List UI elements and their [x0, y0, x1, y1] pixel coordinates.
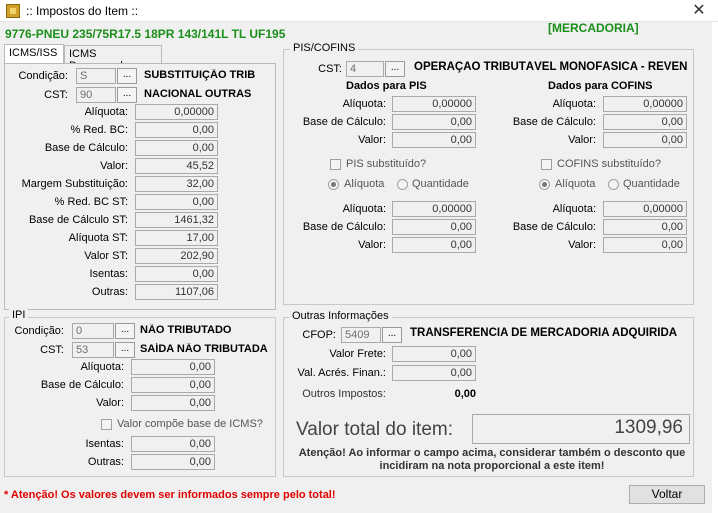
- ipi-row-label-2: Valor:: [96, 397, 124, 409]
- cfop-label: CFOP:: [302, 329, 336, 341]
- cofins-substituido-checkbox[interactable]: [541, 159, 552, 170]
- cofins-quantidade-radio[interactable]: [608, 179, 619, 190]
- ipi-isentas-field[interactable]: 0,00: [131, 436, 215, 452]
- ipi-condicao-code[interactable]: 0: [72, 323, 114, 339]
- acres-field[interactable]: 0,00: [392, 365, 476, 381]
- icms-cst-lookup-button[interactable]: ...: [117, 87, 137, 103]
- cofins-st-row-label-0: Alíquota:: [552, 203, 596, 215]
- cofins-row-field-1[interactable]: 0,00: [603, 114, 687, 130]
- valor-total-label: Valor total do item:: [296, 419, 454, 440]
- ipi-condicao-lookup-button[interactable]: ...: [115, 323, 135, 339]
- cofins-heading: Dados para COFINS: [548, 80, 653, 92]
- icms-row-label-3: Valor:: [100, 160, 128, 172]
- pc-cst-desc: OPERAÇÃO TRIBUTÁVEL MONOFÁSICA - REVEN: [414, 61, 688, 73]
- close-icon[interactable]: ✕: [692, 2, 706, 19]
- pis-heading: Dados para PIS: [346, 80, 427, 92]
- cofins-substituido-label: COFINS substituído?: [557, 158, 661, 170]
- product-title: 9776-PNEU 235/75R17.5 18PR 143/141L TL UF195: [5, 27, 286, 41]
- tab-icms-desonerado[interactable]: ICMS: [64, 45, 162, 64]
- icms-row-field-0[interactable]: 0,00000: [135, 104, 218, 120]
- pis-st-row-label-0: Alíquota:: [342, 203, 386, 215]
- pis-quantidade-radio[interactable]: [397, 179, 408, 190]
- outros-impostos-label: Outros Impostos:: [302, 388, 386, 400]
- pis-st-row-field-2[interactable]: 0,00: [392, 237, 476, 253]
- pis-aliquota-radio[interactable]: [328, 179, 339, 190]
- cofins-row-label-0: Alíquota:: [552, 98, 596, 110]
- pis-aliquota-label: Alíquota: [344, 178, 385, 190]
- cofins-st-row-field-2[interactable]: 0,00: [603, 237, 687, 253]
- ipi-cst-lookup-button[interactable]: ...: [115, 342, 135, 358]
- pis-row-label-2: Valor:: [358, 134, 386, 146]
- ipi-row-label-1: Base de Cálculo:: [40, 379, 124, 391]
- cofins-st-row-label-1: Base de Cálculo:: [512, 221, 596, 233]
- title-bar: [0, 0, 718, 22]
- icms-row-field-5[interactable]: 0,00: [135, 194, 218, 210]
- icms-condicao-desc: SUBSTITUIÇÃO TRIB: [144, 69, 256, 81]
- ipi-cst-code[interactable]: 53: [72, 342, 114, 358]
- ipi-row-label-0: Alíquota:: [80, 361, 124, 373]
- footer-warning: * Atenção! Os valores devem ser informados sempre pelo total!: [4, 489, 336, 501]
- ipi-row-field-1[interactable]: 0,00: [131, 377, 215, 393]
- pis-st-row-field-1[interactable]: 0,00: [392, 219, 476, 235]
- ipi-compoe-checkbox[interactable]: [101, 419, 112, 430]
- ipi-outras-field[interactable]: 0,00: [131, 454, 215, 470]
- icms-row-label-9: Isentas:: [89, 268, 128, 280]
- pis-substituido-label: PIS substituído?: [346, 158, 427, 170]
- cfop-code[interactable]: 5409: [341, 327, 381, 343]
- icms-row-field-4[interactable]: 32,00: [135, 176, 218, 192]
- icms-cst-code[interactable]: 90: [76, 87, 116, 103]
- cofins-aliquota-label: Alíquota: [555, 178, 596, 190]
- icms-row-label-6: Base de Cálculo ST:: [28, 214, 128, 226]
- pc-cst-code[interactable]: 4: [346, 61, 384, 77]
- icms-row-label-10: Outras:: [91, 286, 128, 298]
- ipi-condicao-label: Condição:: [14, 325, 64, 337]
- icms-row-field-6[interactable]: 1461,32: [135, 212, 218, 228]
- icms-cst-desc: NACIONAL OUTRAS: [144, 88, 252, 100]
- cofins-aliquota-radio[interactable]: [539, 179, 550, 190]
- attention-note: Atenção! Ao informar o campo acima, considerar também o desconto que incidiram na nota proporcional a este item!: [298, 447, 686, 472]
- pis-st-row-label-2: Valor:: [358, 239, 386, 251]
- valor-total-field[interactable]: 1309,96: [472, 414, 690, 444]
- cfop-lookup-button[interactable]: ...: [382, 327, 402, 343]
- cofins-quantidade-label: Quantidade: [623, 178, 680, 190]
- pis-row-field-1[interactable]: 0,00: [392, 114, 476, 130]
- pis-substituido-checkbox[interactable]: [330, 159, 341, 170]
- icms-row-label-5: % Red. BC ST:: [54, 196, 128, 208]
- pis-row-field-0[interactable]: 0,00000: [392, 96, 476, 112]
- icms-row-label-7: Alíquota ST:: [68, 232, 128, 244]
- icms-row-label-8: Valor ST:: [84, 250, 128, 262]
- cofins-st-row-field-1[interactable]: 0,00: [603, 219, 687, 235]
- icms-condicao-code[interactable]: S: [76, 68, 116, 84]
- icms-row-label-1: % Red. BC:: [70, 124, 128, 136]
- pis-row-label-0: Alíquota:: [342, 98, 386, 110]
- icms-row-label-2: Base de Cálculo:: [44, 142, 128, 154]
- icms-cst-label: CST:: [44, 89, 68, 101]
- icms-row-label-0: Alíquota:: [84, 106, 128, 118]
- voltar-button[interactable]: Voltar: [629, 485, 705, 504]
- icms-condicao-lookup-button[interactable]: ...: [117, 68, 137, 84]
- ipi-row-field-0[interactable]: 0,00: [131, 359, 215, 375]
- pis-cofins-legend: PIS/COFINS: [290, 42, 358, 54]
- icms-row-field-8[interactable]: 202,90: [135, 248, 218, 264]
- ipi-condicao-desc: NÃO TRIBUTADO: [140, 324, 232, 336]
- icms-condicao-label: Condição:: [18, 70, 68, 82]
- window-title: :: Impostos do Item ::: [26, 4, 139, 18]
- pis-quantidade-label: Quantidade: [412, 178, 469, 190]
- outros-impostos-value: 0,00: [454, 388, 476, 400]
- tab-icms-iss[interactable]: ICMS/ISS: [4, 44, 64, 64]
- ipi-row-field-2[interactable]: 0,00: [131, 395, 215, 411]
- pc-cst-lookup-button[interactable]: ...: [385, 61, 405, 77]
- icms-row-field-3[interactable]: 45,52: [135, 158, 218, 174]
- pc-cst-label: CST:: [318, 63, 342, 75]
- frete-field[interactable]: 0,00: [392, 346, 476, 362]
- cofins-row-field-2[interactable]: 0,00: [603, 132, 687, 148]
- acres-label: Val. Acrés. Finan.:: [297, 367, 386, 379]
- frete-label: Valor Frete:: [329, 348, 386, 360]
- pis-st-row-field-0[interactable]: 0,00000: [392, 201, 476, 217]
- product-type: [MERCADORIA]: [548, 21, 639, 35]
- icms-row-field-2[interactable]: 0,00: [135, 140, 218, 156]
- icms-row-label-4: Margem Substituição:: [21, 178, 128, 190]
- pis-row-field-2[interactable]: 0,00: [392, 132, 476, 148]
- ipi-legend: IPI: [9, 309, 28, 321]
- ipi-compoe-label: Valor compõe base de ICMS?: [117, 418, 263, 430]
- pis-row-label-1: Base de Cálculo:: [302, 116, 386, 128]
- outras-info-legend: Outras Informações: [289, 310, 392, 322]
- background-window-edge: [712, 22, 718, 513]
- ipi-outras-label: Outras:: [87, 456, 124, 468]
- cofins-st-row-field-0[interactable]: 0,00000: [603, 201, 687, 217]
- icms-row-field-7[interactable]: 17,00: [135, 230, 218, 246]
- icms-row-field-10[interactable]: 1107,06: [135, 284, 218, 300]
- cofins-row-label-2: Valor:: [568, 134, 596, 146]
- cofins-row-field-0[interactable]: 0,00000: [603, 96, 687, 112]
- cofins-st-row-label-2: Valor:: [568, 239, 596, 251]
- ipi-isentas-label: Isentas:: [85, 438, 124, 450]
- icms-row-field-9[interactable]: 0,00: [135, 266, 218, 282]
- app-icon: [6, 4, 20, 18]
- cfop-desc: TRANSFERÊNCIA DE MERCADORIA ADQUIRIDA: [410, 327, 678, 339]
- ipi-cst-label: CST:: [40, 344, 64, 356]
- cofins-row-label-1: Base de Cálculo:: [512, 116, 596, 128]
- ipi-cst-desc: SAÍDA NÃO TRIBUTADA: [140, 343, 268, 355]
- pis-st-row-label-1: Base de Cálculo:: [302, 221, 386, 233]
- icms-row-field-1[interactable]: 0,00: [135, 122, 218, 138]
